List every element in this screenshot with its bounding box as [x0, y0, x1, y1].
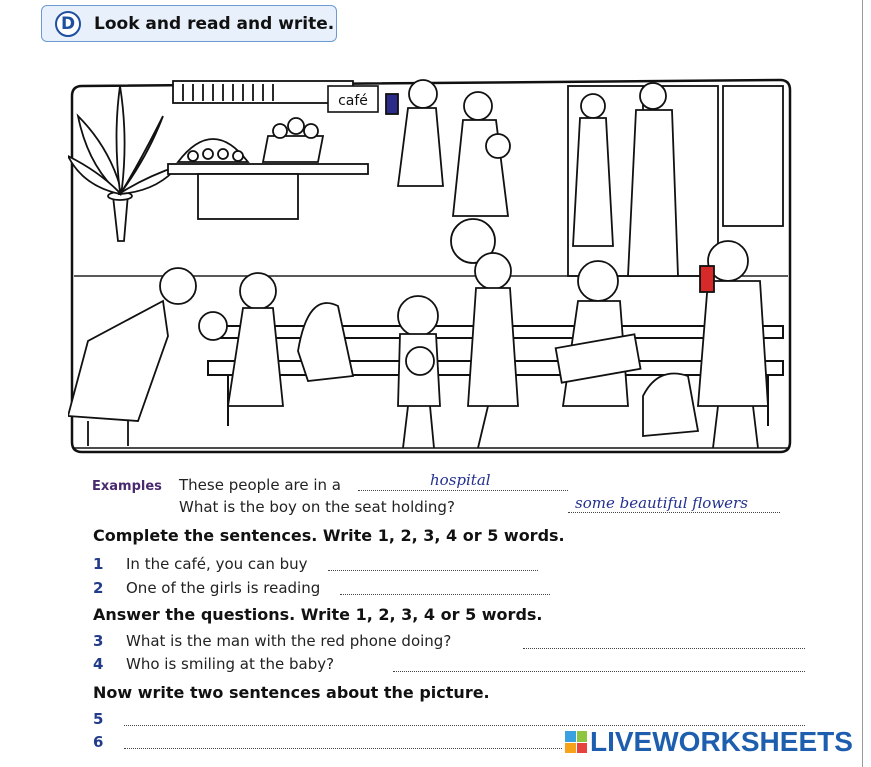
question-4-text: Who is smiling at the baby? [126, 655, 335, 673]
liveworksheets-wordmark: LIVEWORKSHEETS [590, 726, 853, 757]
example-2-answer: some beautiful flowers [575, 494, 748, 512]
cafe-sign-text: café [338, 93, 368, 109]
section-1-heading: Complete the sentences. Write 1, 2, 3, 4 or 5 words. [93, 526, 565, 545]
answer-3-input[interactable] [523, 648, 805, 649]
question-1-text: In the café, you can buy [126, 555, 308, 573]
question-4-number: 4 [93, 655, 104, 673]
answer-2-input[interactable] [340, 594, 550, 595]
example-1-answer: hospital [430, 471, 491, 489]
exercise-title: Look and read and write. [94, 14, 335, 34]
exercise-letter-badge: D [55, 11, 81, 37]
example-1-answer-line [358, 490, 568, 491]
question-3-text: What is the man with the red phone doing? [126, 632, 452, 650]
examples-label: Examples [92, 479, 162, 494]
section-3-heading: Now write two sentences about the picture. [93, 683, 490, 702]
liveworksheets-icon [565, 731, 587, 753]
question-2-text: One of the girls is reading [126, 579, 321, 597]
exercise-header [41, 5, 337, 42]
example-1-text: These people are in a [179, 476, 341, 494]
sentence-6-number: 6 [93, 733, 104, 751]
section-2-heading: Answer the questions. Write 1, 2, 3, 4 or 5 words. [93, 605, 543, 624]
sentence-5-number: 5 [93, 710, 104, 728]
example-2-answer-line [568, 512, 780, 513]
cafe-sign [328, 86, 378, 112]
question-1-number: 1 [93, 555, 104, 573]
example-2-text: What is the boy on the seat holding? [179, 498, 455, 516]
sentence-6-input[interactable] [124, 748, 562, 749]
hospital-waiting-room-illustration [68, 76, 794, 454]
question-2-number: 2 [93, 579, 104, 597]
page-edge [862, 0, 863, 767]
answer-1-input[interactable] [328, 570, 538, 571]
question-3-number: 3 [93, 632, 104, 650]
liveworksheets-logo [565, 727, 853, 757]
answer-4-input[interactable] [393, 671, 805, 672]
